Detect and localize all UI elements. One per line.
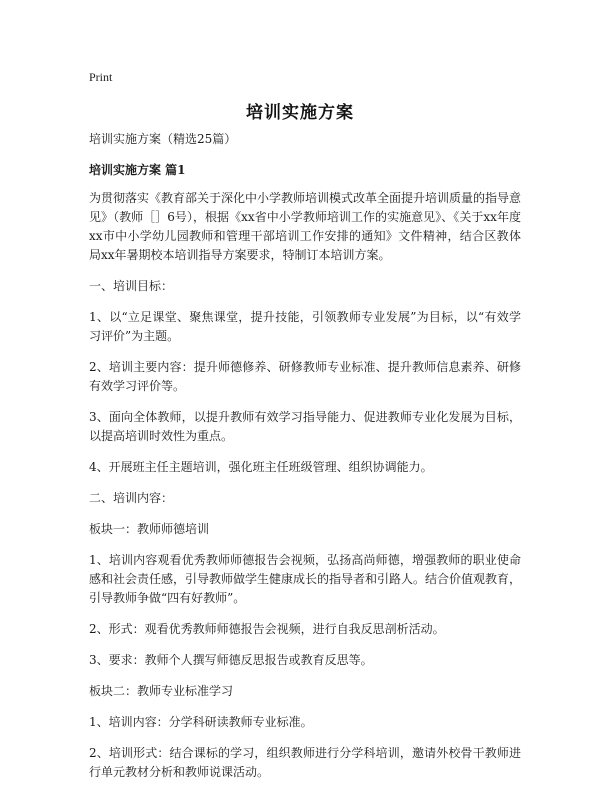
module-2-heading: 板块二：教师专业标准学习	[89, 684, 234, 698]
goal-item-2: 2、培训主要内容：提升师德修养、研修教师专业标准、提升教师信息素养、研修有效学习评价等。	[89, 360, 521, 393]
document-subtitle: 培训实施方案（精选25篇）	[89, 132, 237, 146]
document-body	[89, 130, 521, 794]
module-1-heading: 板块一：教师师德培训	[89, 522, 210, 536]
section-heading: 培训实施方案 篇1	[89, 163, 186, 177]
intro-paragraph: 为贯彻落实《教育部关于深化中小学教师培训模式改革全面提升培训质量的指导意见》（教师［］6号），根据《xx省中小学教师培训工作的实施意见》、《关于xx年度xx市中小学幼儿园教师和管理干部培训工作安排的通知》文件精神，结合区教体局xx年暑期校本培训指导方案要求，特制订本培训方案。	[89, 191, 522, 262]
goal-item-4: 4、开展班主任主题培训，强化班主任班级管理、组织协调能力。	[89, 460, 433, 474]
heading-training-goals: 一、培训目标：	[89, 279, 174, 293]
goal-item-1: 1、以“立足课堂、聚焦课堂，提升技能，引领教师专业发展”为目标，以“有效学习评价”为主题。	[89, 310, 521, 343]
document-title: 培训实施方案	[246, 103, 354, 123]
module-1-item-2: 2、形式：观看优秀教师师德报告会视频，进行自我反思剖析活动。	[89, 622, 445, 636]
module-1-item-1: 1、培训内容观看优秀教师师德报告会视频，弘扬高尚师德，增强教师的职业使命感和社会责任感，引导教师做学生健康成长的指导者和引路人。结合价值观教育，引导教师争做“四有好教师”。	[89, 553, 522, 605]
module-2-item-2: 2、培训形式：结合课标的学习，组织教师进行分学科培训，邀请外校骨干教师进行单元教材分析和教师说课活动。	[89, 746, 521, 779]
heading-training-content: 二、培训内容：	[89, 491, 174, 505]
module-2-item-1: 1、培训内容：分学科研读教师专业标准。	[89, 715, 313, 729]
goal-item-3: 3、面向全体教师，以提升教师有效学习指导能力、促进教师专业化发展为目标，以提高培训时效性为重点。	[89, 410, 521, 443]
print-label: Print	[89, 70, 113, 84]
module-1-item-3: 3、要求：教师个人撰写师德反思报告或教育反思等。	[89, 653, 373, 667]
